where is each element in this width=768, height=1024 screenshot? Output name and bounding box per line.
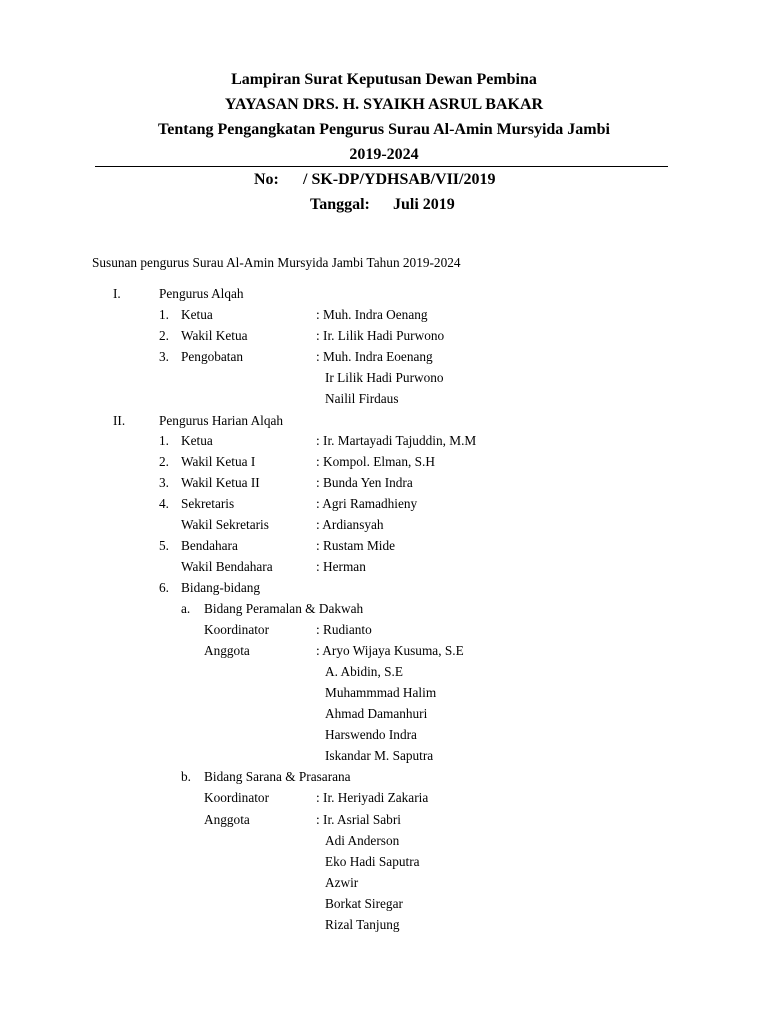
role-label: Wakil Bendahara <box>181 559 273 574</box>
role-label: Wakil Sekretaris <box>181 517 269 532</box>
member-name: Borkat Siregar <box>325 896 403 911</box>
role-label: Wakil Ketua II <box>181 475 260 490</box>
member-name: : Muh. Indra Oenang <box>316 307 428 322</box>
role-label: Bendahara <box>181 538 238 553</box>
member-name: Nailil Firdaus <box>325 391 399 406</box>
member-name: : Ir. Asrial Sabri <box>316 812 401 827</box>
header-line-3: Tentang Pengangkatan Pengurus Surau Al-Amin Mursyida Jambi <box>158 121 610 138</box>
role-label: Bidang-bidang <box>181 580 261 595</box>
member-name: : Ir. Martayadi Tajuddin, M.M <box>316 433 477 448</box>
role-label: Anggota <box>204 643 250 658</box>
member-name: Iskandar M. Saputra <box>325 748 434 763</box>
decree-number-label: No: <box>254 171 279 188</box>
item-number: 3. <box>159 475 169 490</box>
member-name: : Rustam Mide <box>316 538 396 553</box>
member-name: Rizal Tanjung <box>325 917 400 932</box>
member-name: : Herman <box>316 559 366 574</box>
member-name: A. Abidin, S.E <box>325 664 403 679</box>
header-line-1: Lampiran Surat Keputusan Dewan Pembina <box>231 71 537 88</box>
member-name: Ahmad Damanhuri <box>325 706 428 721</box>
header-line-2: YAYASAN DRS. H. SYAIKH ASRUL BAKAR <box>224 96 544 113</box>
member-name: : Kompol. Elman, S.H <box>316 454 435 469</box>
section-title: Pengurus Harian Alqah <box>159 413 284 428</box>
member-name: : Bunda Yen Indra <box>316 475 413 490</box>
role-label: Wakil Ketua <box>181 328 248 343</box>
role-label: Koordinator <box>204 622 269 637</box>
item-number: 5. <box>159 538 169 553</box>
header-divider <box>95 166 668 167</box>
header-period: 2019-2024 <box>349 146 419 163</box>
member-name: : Rudianto <box>316 622 372 637</box>
member-name: : Aryo Wijaya Kusuma, S.E <box>316 643 464 658</box>
member-name: Azwir <box>325 875 359 890</box>
member-name: : Ir. Heriyadi Zakaria <box>316 790 429 805</box>
item-number: 1. <box>159 433 169 448</box>
role-label: Koordinator <box>204 790 269 805</box>
role-label: Ketua <box>181 307 213 322</box>
subsection-letter: b. <box>181 769 191 784</box>
member-name: Eko Hadi Saputra <box>325 854 420 869</box>
role-label: Anggota <box>204 812 250 827</box>
item-number: 1. <box>159 307 169 322</box>
subsection-title: Bidang Peramalan & Dakwah <box>204 601 364 616</box>
member-name: Muhammmad Halim <box>325 685 437 700</box>
item-number: 2. <box>159 454 169 469</box>
member-name: : Ardiansyah <box>316 517 384 532</box>
item-number: 2. <box>159 328 169 343</box>
item-number: 4. <box>159 496 169 511</box>
item-number: 3. <box>159 349 169 364</box>
decree-date-value: Juli 2019 <box>393 196 455 213</box>
decree-date-label: Tanggal: <box>310 196 370 213</box>
subsection-title: Bidang Sarana & Prasarana <box>204 769 351 784</box>
section-number: II. <box>113 413 126 428</box>
member-name: Ir Lilik Hadi Purwono <box>325 370 444 385</box>
role-label: Ketua <box>181 433 213 448</box>
subsection-letter: a. <box>181 601 191 616</box>
member-name: Harswendo Indra <box>325 727 417 742</box>
member-name: : Muh. Indra Eoenang <box>316 349 433 364</box>
section-number: I. <box>113 286 121 301</box>
role-label: Pengobatan <box>181 349 244 364</box>
item-number: 6. <box>159 580 169 595</box>
decree-number-value: / SK-DP/YDHSAB/VII/2019 <box>303 171 496 188</box>
intro-text: Susunan pengurus Surau Al-Amin Mursyida Jambi Tahun 2019-2024 <box>92 255 461 270</box>
role-label: Sekretaris <box>181 496 235 511</box>
member-name: Adi Anderson <box>325 833 400 848</box>
role-label: Wakil Ketua I <box>181 454 256 469</box>
section-title: Pengurus Alqah <box>159 286 244 301</box>
member-name: : Agri Ramadhieny <box>316 496 418 511</box>
member-name: : Ir. Lilik Hadi Purwono <box>316 328 445 343</box>
